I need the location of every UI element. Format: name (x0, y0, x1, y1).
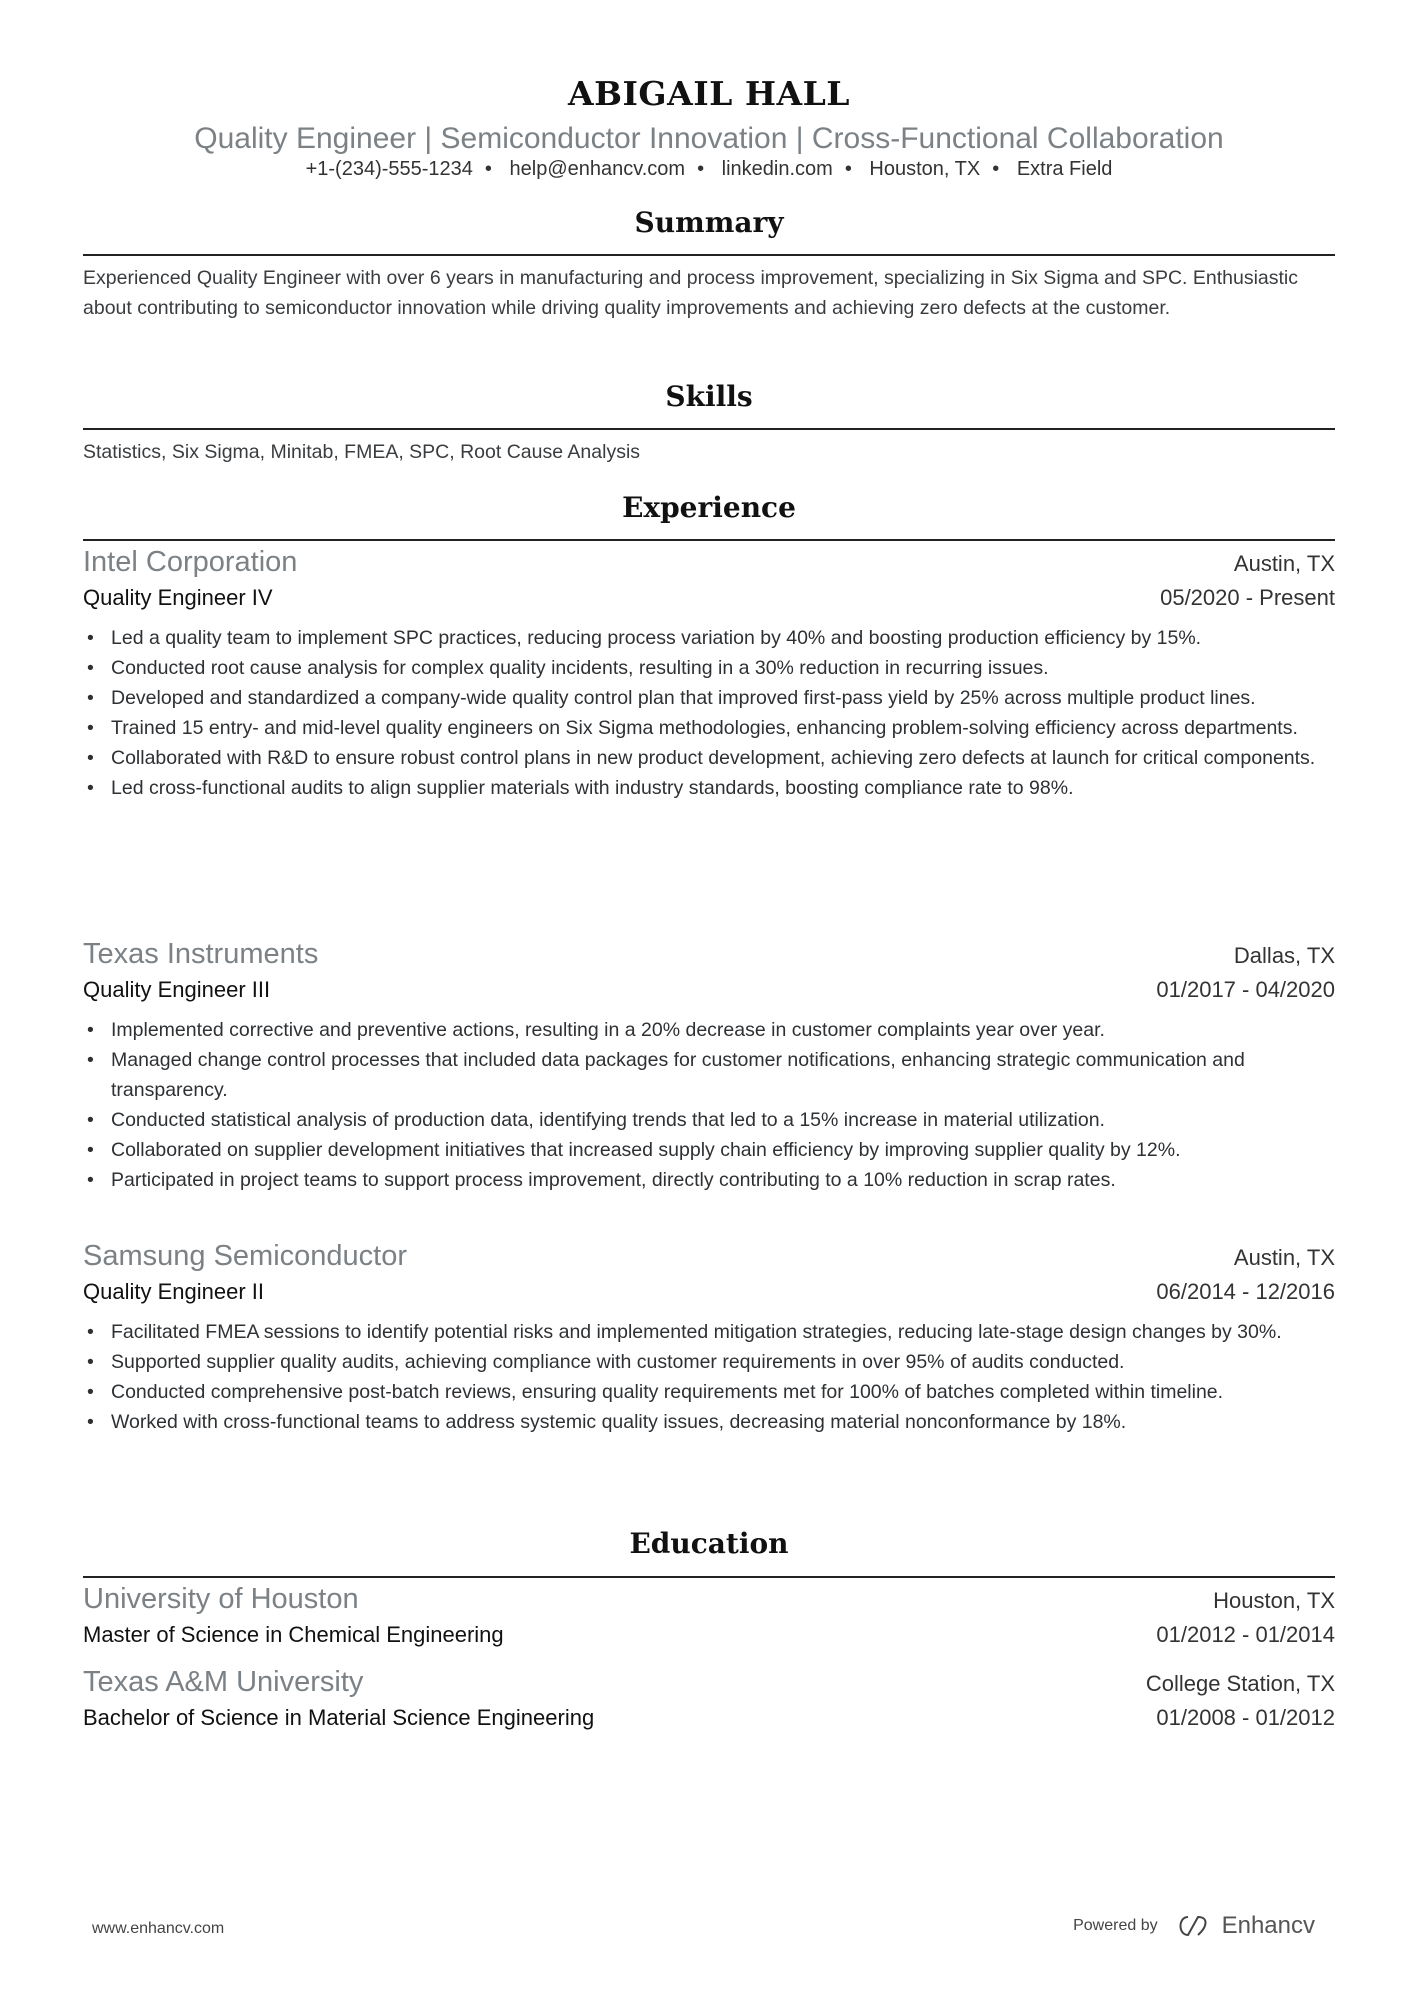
bullet-item: • Managed change control processes that included data packages for customer notifications, enhancing strategic communication and transparency. (111, 1045, 1335, 1105)
education-dates: 01/2008 - 01/2012 (1156, 1705, 1335, 1730)
bullet-item: • Led cross-functional audits to align supplier materials with industry standards, boosting compliance rate to 98%. (111, 773, 1335, 803)
bullet-item: • Conducted comprehensive post-batch reviews, ensuring quality requirements met for 100% of batches completed within timeline. (111, 1377, 1335, 1407)
bullet-item: • Supported supplier quality audits, achieving compliance with customer requirements in over 95% of audits conducted. (111, 1347, 1335, 1377)
powered-by-label: Powered by (1073, 1917, 1158, 1934)
job-title: Quality Engineer II (83, 1279, 264, 1304)
job-role-row (83, 977, 1335, 1003)
bullet-item: • Implemented corrective and preventive actions, resulting in a 20% decrease in customer complaints year over year. (111, 1015, 1335, 1045)
bullet-item: • Collaborated with R&D to ensure robust control plans in new product development, achieving zero defects at launch for critical components. (111, 743, 1335, 773)
school-name: University of Houston (83, 1583, 359, 1615)
school-location: Houston, TX (1213, 1588, 1335, 1613)
brand-name: Enhancv (1221, 1912, 1315, 1939)
linkedin-link[interactable]: linkedin.com (721, 158, 833, 180)
job-title: Quality Engineer IV (83, 585, 273, 610)
divider (83, 1576, 1335, 1578)
job-location: Austin, TX (1233, 1245, 1335, 1270)
job-location: Austin, TX (1233, 551, 1335, 576)
job-bullets (83, 1015, 1335, 1195)
bullet-item: • Conducted statistical analysis of production data, identifying trends that led to a 15% increase in material utilization. (111, 1105, 1335, 1135)
degree: Bachelor of Science in Material Science Engineering (83, 1705, 595, 1730)
candidate-name: ABIGAIL HALL (567, 74, 851, 113)
job-dates: 05/2020 - Present (1160, 585, 1335, 610)
degree-row (83, 1622, 1335, 1648)
bullet-item: • Collaborated on supplier development initiatives that increased supply chain efficiency by improving supplier quality by 12%. (111, 1135, 1335, 1165)
job-header (83, 546, 1335, 579)
school-location: College Station, TX (1145, 1671, 1335, 1696)
bullet-item: • Participated in project teams to support process improvement, directly contributing to a 10% reduction in scrap rates. (111, 1165, 1335, 1195)
phone: +1-(234)-555-1234 (305, 158, 473, 180)
bullet-item: • Developed and standardized a company-wide quality control plan that improved first-pass yield by 25% across multiple product lines. (111, 683, 1335, 713)
footer-branding (1073, 1912, 1315, 1940)
job-header (83, 938, 1335, 971)
experience-heading: Experience (622, 491, 796, 524)
headline: Quality Engineer | Semiconductor Innovation | Cross-Functional Collaboration (194, 122, 1224, 155)
contact-info: +1-(234)-555-1234 • help@enhancv.com • linkedin.com • Houston, TX • Extra Field (305, 158, 1113, 180)
extra-field: Extra Field (1016, 158, 1113, 180)
job-bullets (83, 1317, 1335, 1437)
summary-text: Experienced Quality Engineer with over 6 years in manufacturing and process improvement, specializing in Six Sigma and SPC. Enthusiastic about contributing to semiconductor innovation while driving quality improvements and achieving zero defects at the customer. (83, 267, 1299, 319)
education-heading: Education (629, 1527, 789, 1560)
divider (83, 254, 1335, 256)
company-name: Texas Instruments (83, 938, 319, 970)
bullet-item: • Led a quality team to implement SPC practices, reducing process variation by 40% and boosting production efficiency by 15%. (111, 623, 1335, 653)
education-header (83, 1583, 1335, 1616)
enhancv-logo (1174, 1912, 1315, 1940)
degree-row (83, 1705, 1335, 1731)
degree: Master of Science in Chemical Engineering (83, 1622, 504, 1647)
job-header (83, 1240, 1335, 1273)
bullet-item: • Worked with cross-functional teams to address systemic quality issues, decreasing material nonconformance by 18%. (111, 1407, 1335, 1437)
location: Houston, TX (869, 158, 981, 180)
bullet-item: • Trained 15 entry- and mid-level quality engineers on Six Sigma methodologies, enhancing problem-solving efficiency across departments. (111, 713, 1335, 743)
summary-heading: Summary (634, 206, 784, 239)
job-title: Quality Engineer III (83, 977, 271, 1002)
company-name: Samsung Semiconductor (83, 1240, 407, 1272)
education-dates: 01/2012 - 01/2014 (1156, 1622, 1335, 1647)
bullet-item: • Conducted root cause analysis for complex quality incidents, resulting in a 30% reduction in recurring issues. (111, 653, 1335, 683)
job-role-row (83, 1279, 1335, 1305)
email-link[interactable]: help@enhancv.com (509, 158, 686, 180)
job-dates: 01/2017 - 04/2020 (1156, 977, 1335, 1002)
job-role-row (83, 585, 1335, 611)
education-header (83, 1666, 1335, 1699)
divider (83, 539, 1335, 541)
school-name: Texas A&M University (83, 1666, 364, 1698)
job-bullets (83, 623, 1335, 803)
job-dates: 06/2014 - 12/2016 (1156, 1279, 1335, 1304)
enhancv-logo-icon (1174, 1914, 1214, 1938)
skills-text: Statistics, Six Sigma, Minitab, FMEA, SPC, Root Cause Analysis (83, 441, 641, 463)
divider (83, 428, 1335, 430)
company-name: Intel Corporation (83, 546, 298, 578)
footer-website[interactable]: www.enhancv.com (92, 1920, 225, 1937)
skills-heading: Skills (665, 380, 753, 413)
job-location: Dallas, TX (1233, 943, 1335, 968)
bullet-item: • Facilitated FMEA sessions to identify potential risks and implemented mitigation strategies, reducing late-stage design changes by 30%. (111, 1317, 1335, 1347)
